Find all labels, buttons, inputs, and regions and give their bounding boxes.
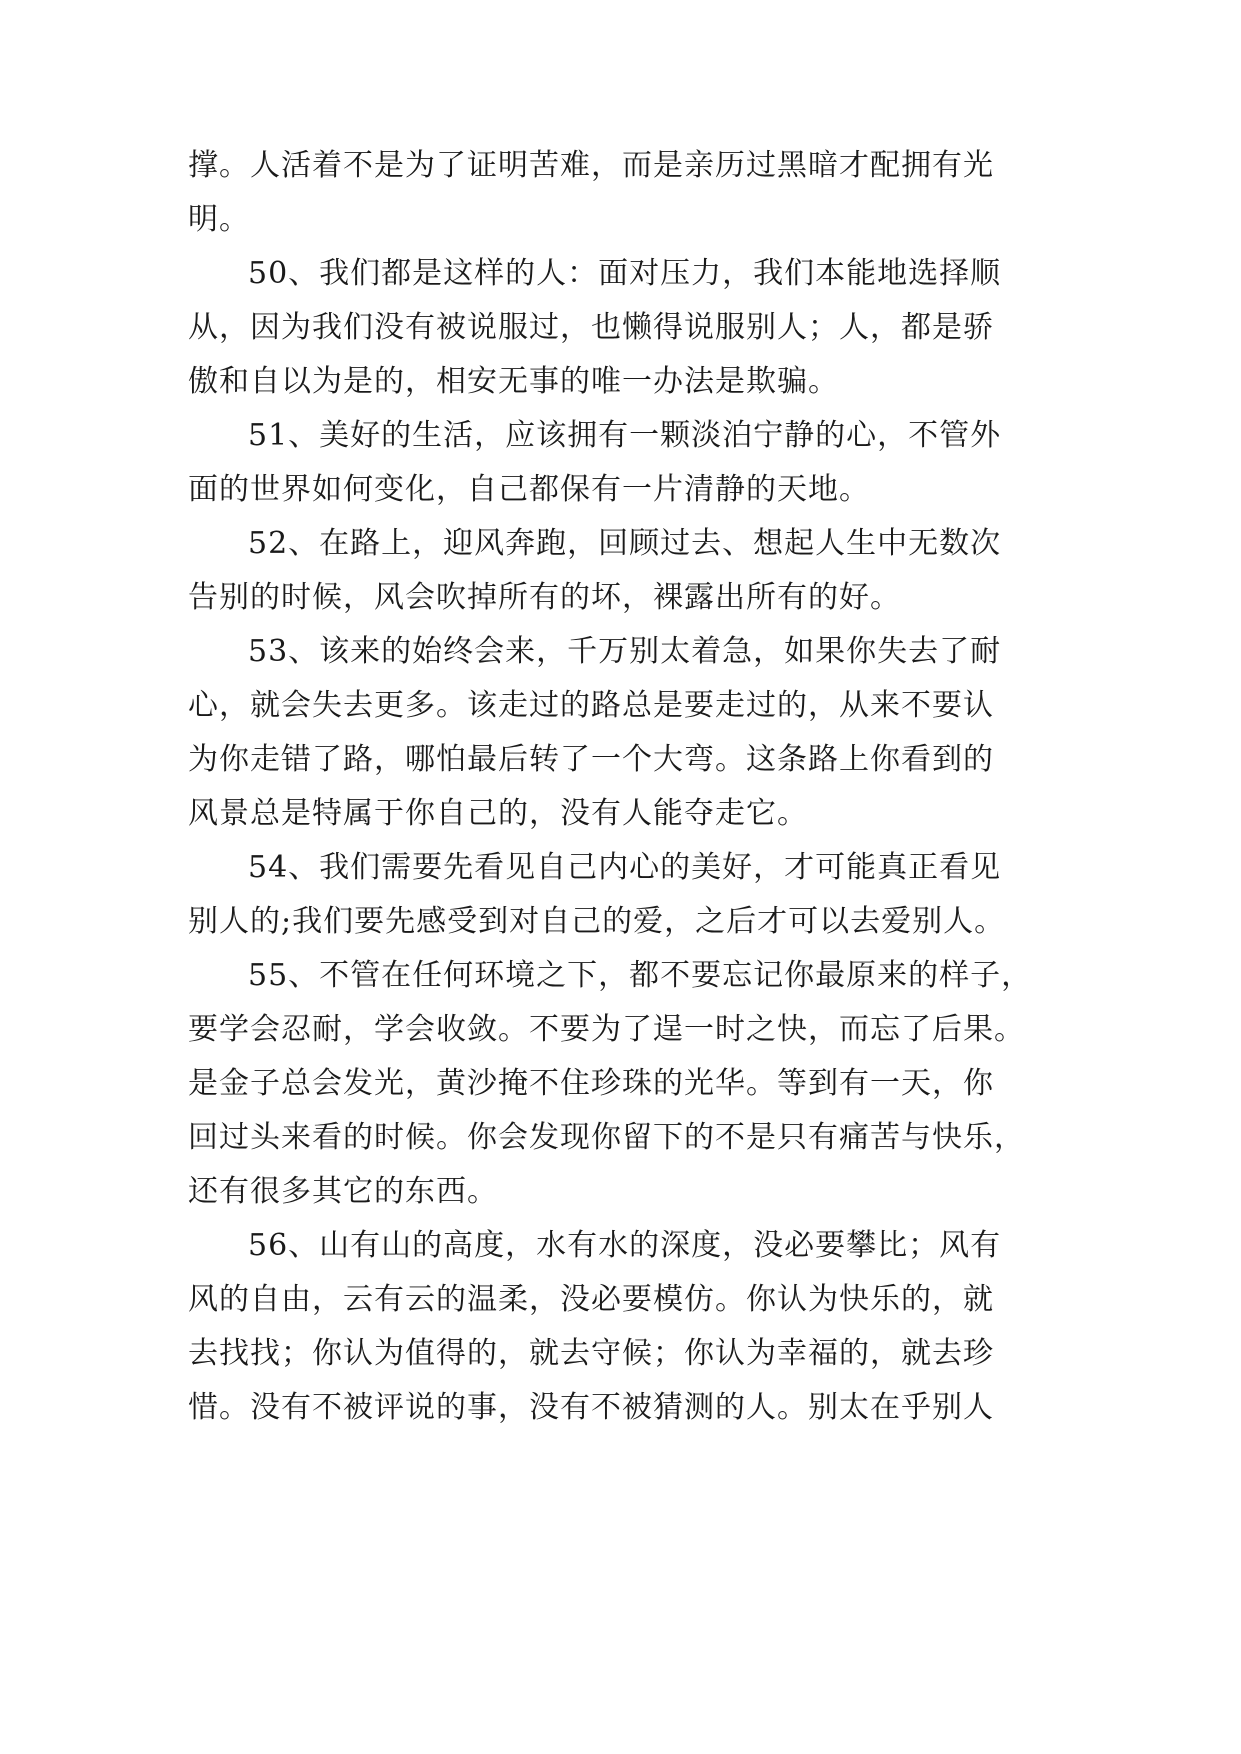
paragraph-54-line: 54、我们需要先看见自己内心的美好，才可能真正看见: [248, 850, 1002, 885]
text-line: 是金子总会发光，黄沙掩不住珍珠的光华。等到有一天，你: [188, 1066, 994, 1101]
text-line: 去找找；你认为值得的，就去守候；你认为幸福的，就去珍: [188, 1336, 994, 1371]
text-line: 告别的时候，风会吹掉所有的坏，裸露出所有的好。: [188, 580, 901, 615]
paragraph-55-line: 55、不管在任何环境之下，都不要忘记你最原来的样子，: [248, 958, 1033, 993]
text-line: 从，因为我们没有被说服过，也懒得说服别人；人，都是骄: [188, 310, 994, 345]
text-line: 风景总是特属于你自己的，没有人能夺走它。: [188, 796, 808, 831]
paragraph-56-line: 56、山有山的高度，水有水的深度，没必要攀比；风有: [248, 1228, 1002, 1263]
text-line: 面的世界如何变化，自己都保有一片清静的天地。: [188, 472, 870, 507]
text-line: 还有很多其它的东西。: [188, 1174, 498, 1209]
paragraph-51-line: 51、美好的生活，应该拥有一颗淡泊宁静的心，不管外: [248, 418, 1002, 453]
text-line: 心，就会失去更多。该走过的路总是要走过的，从来不要认: [188, 688, 994, 723]
text-line: 回过头来看的时候。你会发现你留下的不是只有痛苦与快乐，: [188, 1120, 1025, 1155]
paragraph-53-line: 53、该来的始终会来，千万别太着急，如果你失去了耐: [248, 634, 1002, 669]
paragraph-52-line: 52、在路上，迎风奔跑，回顾过去、想起人生中无数次: [248, 526, 1002, 561]
text-line: 要学会忍耐，学会收敛。不要为了逞一时之快，而忘了后果。: [188, 1012, 1025, 1047]
text-line: 惜。没有不被评说的事，没有不被猜测的人。别太在乎别人: [188, 1390, 994, 1425]
paragraph-50-line: 50、我们都是这样的人：面对压力，我们本能地选择顺: [248, 256, 1002, 291]
text-line: 为你走错了路，哪怕最后转了一个大弯。这条路上你看到的: [188, 742, 994, 777]
text-line: 傲和自以为是的，相安无事的唯一办法是欺骗。: [188, 364, 839, 399]
text-line: 风的自由，云有云的温柔，没必要模仿。你认为快乐的，就: [188, 1282, 994, 1317]
text-line: 别人的;我们要先感受到对自己的爱，之后才可以去爱别人。: [188, 904, 1006, 939]
text-line: 明。: [188, 202, 250, 237]
text-line: 撑。人活着不是为了证明苦难，而是亲历过黑暗才配拥有光: [188, 148, 994, 183]
